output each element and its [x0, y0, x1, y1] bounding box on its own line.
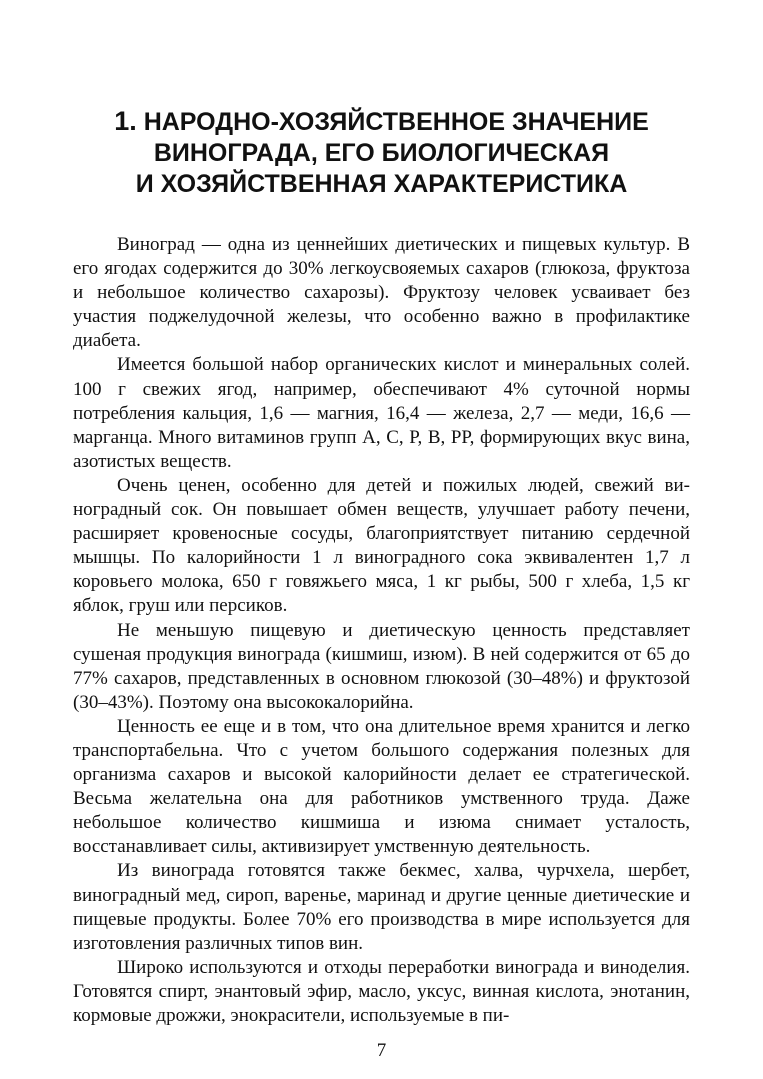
paragraph-storage-value: Ценность ее еще и в том, что она длительное время хранится и легко транспортабельна. Что с учетом большого содержания полезных для организма сахаров и высокой калорийности делает ее стратегической. Весьма желательна она для работников умственного труда. Даже небольшое количество кишмиша и изюма снимает усталость, восстанавливает силы, активизирует умственную деятельность.	[73, 715, 690, 858]
paragraph-byproducts: Широко используются и отходы переработки винограда и виноделия. Готовятся спирт, энантовый эфир, масло, уксус, винная кислота, энотанин, кормовые дрожжи, энокрасители, используемые в пи-	[73, 956, 690, 1026]
paragraph-grape-juice: Очень ценен, особенно для детей и пожилых людей, свежий виноградный сок. Он повышает обмен веществ, улучшает работу печени, расширяет кровеносные сосуды, благоприятствует питанию сердечной мышцы. По калорийности 1 л виноградного сока эквивалентен 1,7 л коровьего молока, 650 г говяжьего мяса, 1 кг рыбы, 500 г хлеба, 1,5 кг яблок, груш или персиков.	[73, 474, 690, 617]
chapter-number: 1.	[114, 106, 137, 136]
page-number: 7	[376, 1040, 387, 1061]
paragraph-acids-minerals: Имеется большой набор органических кислот и минеральных солей. 100 г свежих ягод, например, обеспечивают 4% суточной нормы потребления кальция, 1,6 — магния, 16,4 — железа, 2,7 — меди, 16,6 — марганца. Много витаминов групп А, С, Р, В, РР, формирующих вкус вина, азотистых веществ.	[73, 354, 690, 472]
body-text	[73, 233, 690, 1028]
chapter-title-text-1: НАРОДНО-ХОЗЯЙСТВЕННОЕ ЗНАЧЕНИЕ	[143, 108, 649, 136]
chapter-title	[70, 106, 693, 200]
chapter-title-line-1	[70, 106, 693, 138]
paragraph-grape-value: Виноград — одна из ценнейших диетических и пищевых культур. В его ягодах содержится до 30% легкоусвояемых сахаров (глюкоза, фруктоза и небольшое количество сахарозы). Фруктозу человек усваивает без участия поджелудочной железы, что особенно важно в профилактике диабета.	[73, 234, 690, 352]
paragraph-grape-products: Из винограда готовятся также бекмес, халва, чурчхела, шербет, виноградный мед, сироп, варенье, маринад и другие ценные диетические и пищевые продукты. Более 70% его производства в мире используется для изготовления различных типов вин.	[73, 860, 690, 954]
paragraph-dried-products: Не меньшую пищевую и диетическую ценность представляет сушеная продукция винограда (кишмиш, изюм). В ней содержится от 65 до 77% сахаров, представленных в основном глюкозой (30–48%) и фруктозой (30–43%). Поэтому она высококалорийна.	[73, 619, 690, 713]
chapter-title-line-3: И ХОЗЯЙСТВЕННАЯ ХАРАКТЕРИСТИКА	[135, 170, 628, 198]
chapter-title-line-2: ВИНОГРАДА, ЕГО БИОЛОГИЧЕСКАЯ	[153, 139, 610, 167]
